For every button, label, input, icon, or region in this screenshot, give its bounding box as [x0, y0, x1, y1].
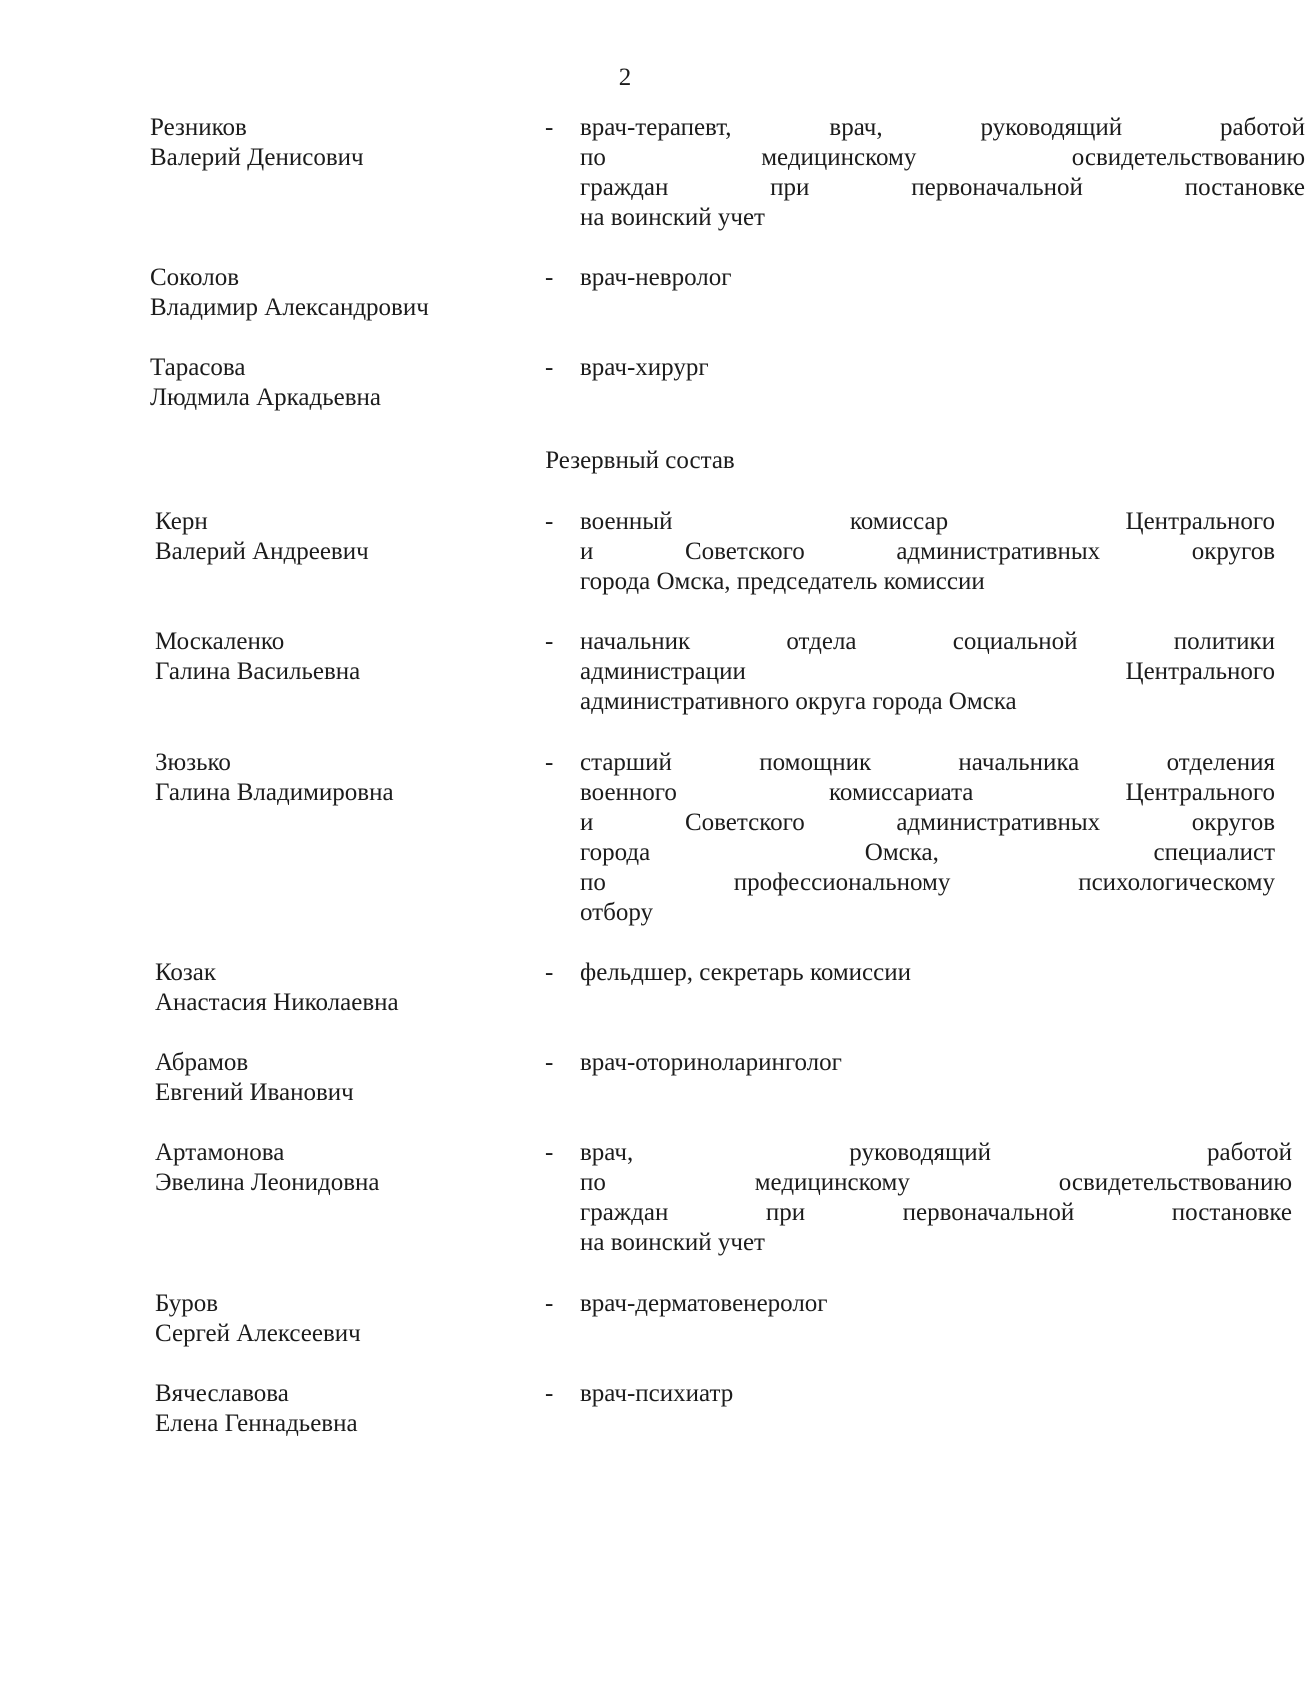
member-role — [580, 113, 1305, 233]
member-name — [155, 958, 399, 1018]
role-line: по профессиональному психологическому — [580, 869, 1275, 896]
dash-separator: - — [545, 508, 554, 535]
member-given-name: Владимир Александрович — [150, 294, 429, 321]
dash-separator: - — [545, 1290, 554, 1317]
member-given-name: Галина Владимировна — [155, 779, 394, 806]
role-line: по медицинскому освидетельствованию — [580, 1169, 1292, 1196]
role-line: отбору — [580, 899, 653, 926]
member-role — [580, 507, 1275, 597]
member-name — [150, 353, 381, 413]
dash-separator: - — [545, 1049, 554, 1076]
dash-separator: - — [545, 628, 554, 655]
page-number: 2 — [618, 64, 632, 91]
role-line: граждан при первоначальной постановке — [580, 1199, 1292, 1226]
member-given-name: Галина Васильевна — [155, 658, 361, 685]
member-surname: Артамонова — [155, 1139, 285, 1166]
member-name — [155, 1379, 358, 1439]
role-line: и Советского административных округов — [580, 809, 1275, 836]
dash-separator: - — [545, 354, 554, 381]
member-surname: Буров — [155, 1290, 219, 1317]
role-line: администрации Центрального — [580, 658, 1275, 685]
member-name — [155, 627, 360, 687]
role-line: врач-психиатр — [580, 1380, 734, 1407]
member-name — [155, 507, 369, 567]
member-name — [150, 263, 429, 323]
role-line: и Советского административных округов — [580, 538, 1275, 565]
member-given-name: Анастасия Николаевна — [155, 989, 399, 1016]
member-name — [155, 1138, 379, 1198]
role-line: врач-невролог — [580, 264, 732, 291]
role-line: врач-хирург — [580, 354, 709, 381]
member-surname: Керн — [155, 508, 208, 535]
member-surname: Соколов — [150, 264, 240, 291]
member-role — [580, 1138, 1292, 1258]
role-line: граждан при первоначальной постановке — [580, 174, 1305, 201]
member-role — [580, 958, 1275, 988]
role-line: врач, руководящий работой — [580, 1139, 1292, 1166]
member-surname: Резников — [150, 114, 247, 141]
member-name — [150, 113, 364, 173]
role-line: начальник отдела социальной политики — [580, 628, 1275, 655]
member-surname: Абрамов — [155, 1049, 249, 1076]
member-given-name: Валерий Денисович — [150, 144, 364, 171]
member-given-name: Валерий Андреевич — [155, 538, 369, 565]
member-surname: Тарасова — [150, 354, 246, 381]
member-given-name: Елена Геннадьевна — [155, 1410, 358, 1437]
role-line: на воинский учет — [580, 204, 765, 231]
dash-separator: - — [545, 1139, 554, 1166]
member-role — [580, 353, 1305, 383]
role-line: административного округа города Омска — [580, 688, 1017, 715]
dash-separator: - — [545, 749, 554, 776]
role-line: старший помощник начальника отделения — [580, 749, 1275, 776]
role-line: врач-терапевт, врач, руководящий работой — [580, 114, 1305, 141]
dash-separator: - — [545, 114, 554, 141]
member-given-name: Сергей Алексеевич — [155, 1320, 361, 1347]
dash-separator: - — [545, 264, 554, 291]
dash-separator: - — [545, 1380, 554, 1407]
member-surname: Зюзько — [155, 749, 231, 776]
role-line: военный комиссар Центрального — [580, 508, 1275, 535]
reserve-section-title: Резервный состав — [545, 447, 735, 474]
role-line: города Омска, председатель комиссии — [580, 568, 985, 595]
role-line: врач-дерматовенеролог — [580, 1290, 828, 1317]
role-line: на воинский учет — [580, 1229, 765, 1256]
role-line: города Омска, специалист — [580, 839, 1275, 866]
member-role — [580, 1379, 1275, 1409]
member-surname: Вячеславова — [155, 1380, 289, 1407]
member-role — [580, 263, 1305, 293]
dash-separator: - — [545, 959, 554, 986]
member-role — [580, 627, 1275, 717]
member-name — [155, 1048, 354, 1108]
role-line: военного комиссариата Центрального — [580, 779, 1275, 806]
member-role — [580, 1289, 1275, 1319]
member-role — [580, 748, 1275, 928]
member-role — [580, 1048, 1275, 1078]
member-given-name: Эвелина Леонидовна — [155, 1169, 380, 1196]
role-line: врач-оториноларинголог — [580, 1049, 842, 1076]
member-given-name: Евгений Иванович — [155, 1079, 354, 1106]
role-line: по медицинскому освидетельствованию — [580, 144, 1305, 171]
member-surname: Москаленко — [155, 628, 285, 655]
member-given-name: Людмила Аркадьевна — [150, 384, 382, 411]
member-name — [155, 1289, 361, 1349]
member-name — [155, 748, 394, 808]
member-surname: Козак — [155, 959, 217, 986]
role-line: фельдшер, секретарь комиссии — [580, 959, 912, 986]
